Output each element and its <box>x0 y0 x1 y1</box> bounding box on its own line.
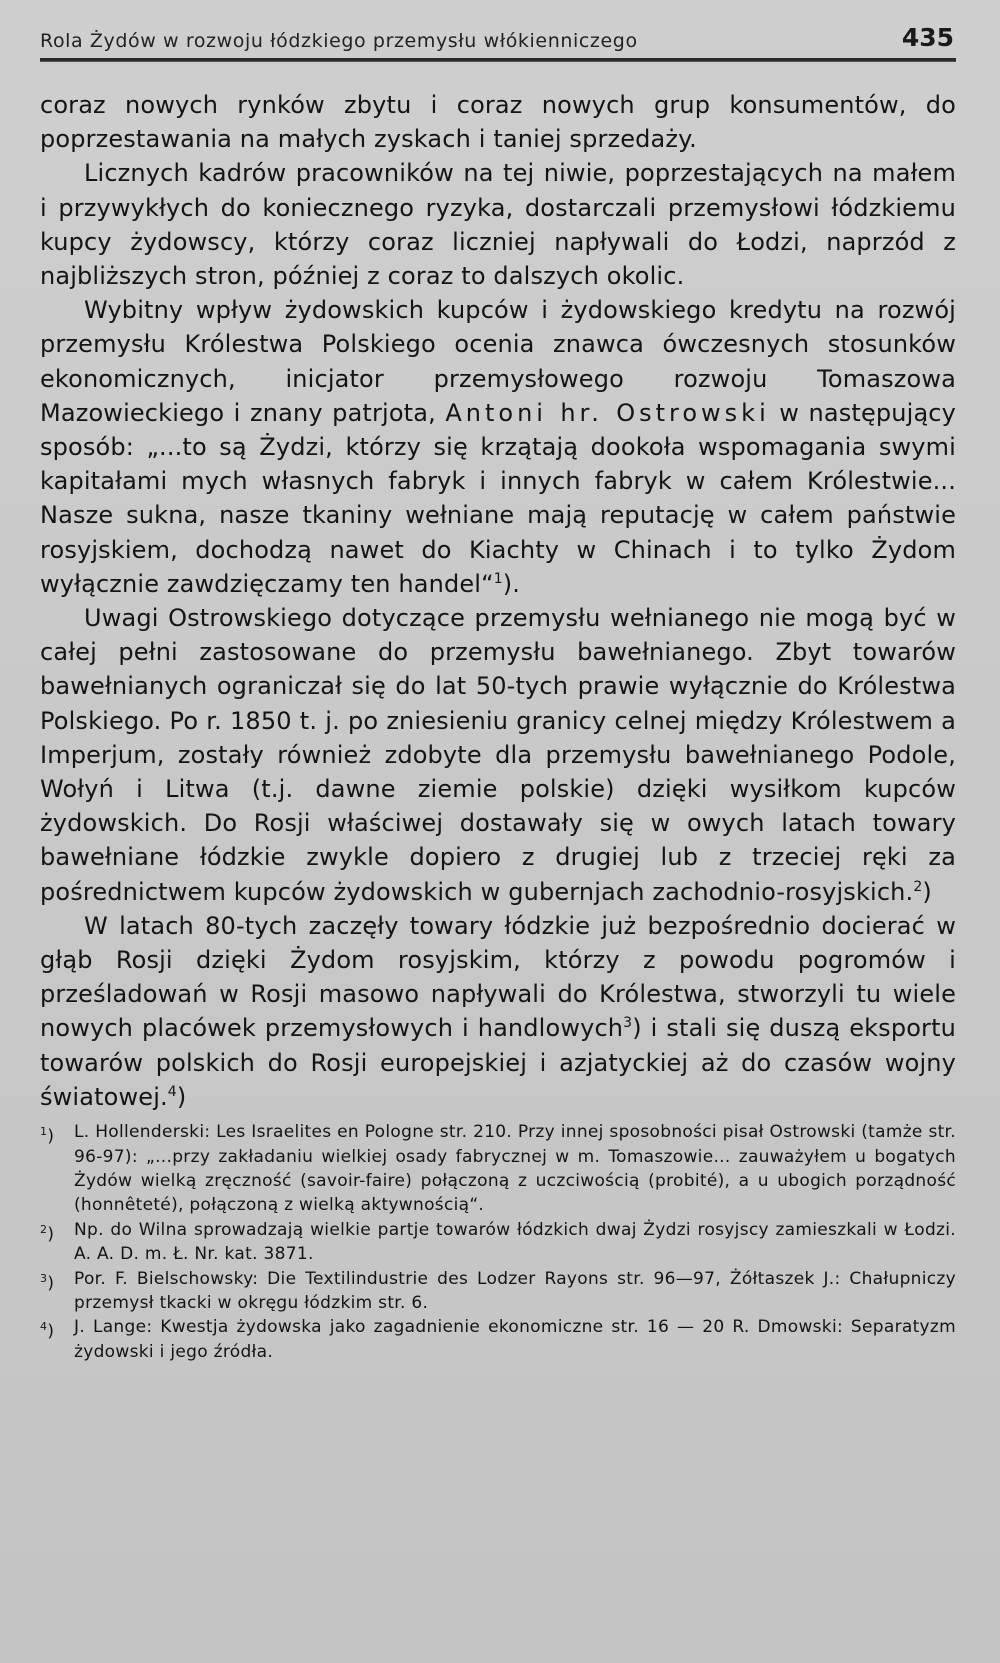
paragraph-2: Licznych kadrów pracowników na tej niwie, poprzestających na małem i przywykłych do koniecznego ryzyka, dostarczali przemysłowi łódzkiemu kupcy żydowscy, którzy coraz liczniej napływali do Łodzi, naprzód z najbliższych stron, później z coraz to dalszych okolic. <box>40 159 956 291</box>
footnote-mark: $^2$) <box>40 1222 55 1245</box>
paragraph-3-text-a: Wybitny wpływ żydowskich kupców i żydowskiego kredytu na rozwój przemysłu Królestwa Polskiego ocenia znawca ówczesnych stosunków ekonomicznych, inicjator przemysłowego rozwoju Tomaszowa Mazowieckiego i znany patrjota, <box>40 296 956 427</box>
paragraph-4-end: ) <box>922 877 932 906</box>
cited-author-name: Antoni hr. Ostrowski <box>445 398 770 427</box>
paragraph-5 <box>40 909 956 1114</box>
footnote-ref-1: 1 <box>493 570 503 587</box>
paragraph-4-text: Uwagi Ostrowskiego dotyczące przemysłu wełnianego nie mogą być w całej pełni zastosowane do przemysłu bawełnianego. Zbyt towarów bawełnianych ograniczał się do lat 50-tych prawie wyłącznie do Królestwa Polskiego. Po r. 1850 t. j. po zniesieniu granicy celnej między Królestwem a Imperjum, zostały również zdobyte dla przemysłu bawełnianego Podole, Wołyń i Litwa (t.j. dawne ziemie polskie) dzięki wysiłkom kupców żydowskich. Do Rosji właściwej dostawały się w owych latach towary bawełniane łódzkie zwykle dopiero z drugiej lub z trzeciej ręki za pośrednictwem kupców żydowskich w gubernjach zachodnio-rosyjskich. <box>40 604 956 906</box>
running-header <box>40 22 956 52</box>
footnote-text: J. Lange: Kwestja żydowska jako zagadnienie ekonomiczne str. 16 — 20 R. Dmowski: Separatyzm żydowski i jego źródła. <box>74 1317 956 1362</box>
footnote-mark: $^4$) <box>40 1320 55 1342</box>
running-title: Rola Żydów w rozwoju łódzkiego przemysłu włókienniczego <box>40 30 638 52</box>
footnote-2 <box>40 1218 956 1267</box>
footnote-mark: $^1$) <box>40 1125 55 1147</box>
paragraph-5-text-b: ) i stali się duszą eksportu towarów polskich do Rosji europejskiej i azjatyckiej aż do czasów wojny światowej. <box>40 1014 956 1111</box>
paragraph-1: coraz nowych rynków zbytu i coraz nowych grup konsumentów, do poprzestawania na małych zyskach i taniej sprzedaży. <box>40 91 956 154</box>
paragraph-5-end: ) <box>176 1082 187 1111</box>
footnote-text: Np. do Wilna sprowadzają wielkie partje towarów łódzkich dwaj Żydzi rosyjscy zamieszkali w Łodzi. A. A. D. m. Ł. Nr. kat. 3871. <box>74 1219 956 1265</box>
footnote-text: Por. F. Bielschowsky: Die Textilindustrie des Lodzer Rayons str. 96—97, Żółtaszek J.: Chałupniczy przemysł tkacki w okręgu łódzkim str. 6. <box>74 1268 956 1313</box>
footnote-mark: $^3$) <box>40 1271 55 1294</box>
footnote-3 <box>40 1267 956 1316</box>
paragraph-4 <box>40 601 956 909</box>
paragraph-3-end: ). <box>502 569 521 598</box>
footnotes <box>40 1120 956 1364</box>
page-number: 435 <box>901 23 954 52</box>
header-rule <box>40 58 956 62</box>
paragraph-5-text-a: W latach 80-tych zaczęły towary łódzkie już bezpośrednio docierać w głąb Rosji dzięki Żydom rosyjskim, którzy z powodu pogromów i prześladowań w Rosji masowo napływali do Królestwa, stworzyli tu wiele nowych placówek przemysłowych i handlowych <box>40 911 956 1043</box>
paragraph-3 <box>40 293 956 601</box>
footnote-ref-4: 4 <box>167 1083 177 1100</box>
footnote-1 <box>40 1120 956 1218</box>
main-text <box>40 88 956 1114</box>
footnote-text: L. Hollenderski: Les Israelites en Pologne str. 210. Przy innej sposobności pisał Ostrowski (tamże str. 96-97): „...przy zakładaniu wielkiej osady fabrycznej w m. Tomaszowie... zauważyłem u bogatych Żydów wielką zręczność (savoir-faire) połączoną z uczciwością (probité), a u ubogich porządność (honnêteté), połączoną z wielką aktywnością“. <box>74 1122 956 1216</box>
footnote-4 <box>40 1315 956 1364</box>
footnote-ref-2: 2 <box>913 878 923 895</box>
paragraph-3-text-b: w następujący sposób: „...to są Żydzi, którzy się krzątają dookoła wspomagania swymi kapitałami mych własnych fabryk i innych fabryk w całem Królestwie... Nasze sukna, nasze tkaniny wełniane mają reputację w całem państwie rosyjskiem, dochodzą nawet do Kiachty w Chinach i to tylko Żydom wyłącznie zawdzięczamy ten handel“ <box>40 398 957 598</box>
footnote-ref-3: 3 <box>623 1015 633 1032</box>
